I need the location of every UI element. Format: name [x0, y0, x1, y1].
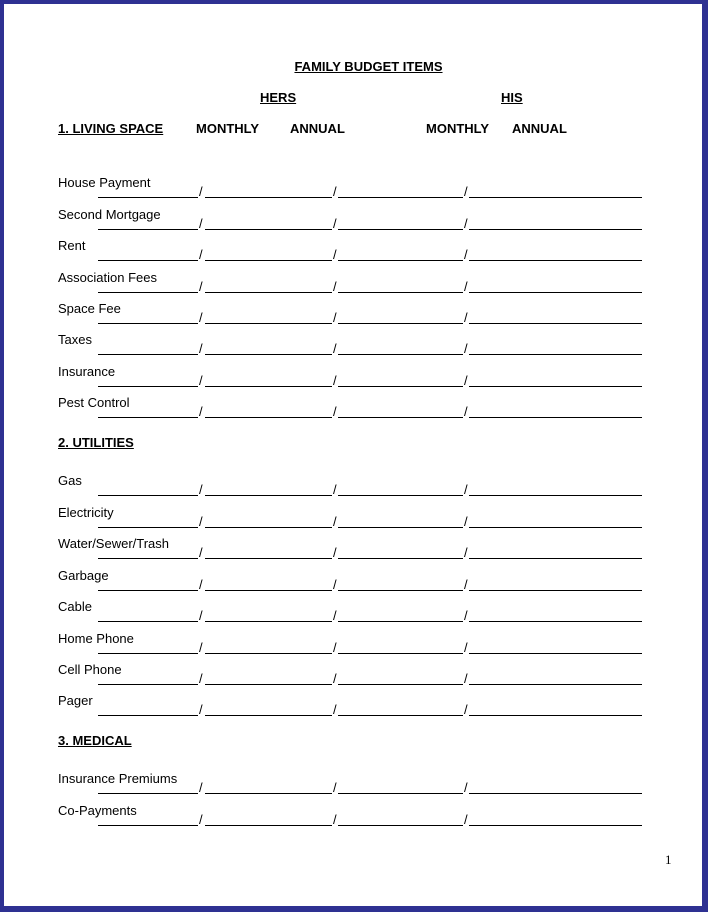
his-annual-field[interactable] [469, 260, 642, 261]
his-annual-field[interactable] [469, 793, 642, 794]
field-separator: / [199, 482, 203, 497]
his-monthly-field[interactable] [338, 417, 463, 418]
his-monthly-header: MONTHLY [426, 121, 490, 136]
hers-header: HERS [260, 90, 297, 105]
his-monthly-field[interactable] [338, 653, 463, 654]
field-separator: / [464, 310, 468, 325]
his-monthly-field[interactable] [338, 715, 463, 716]
field-separator: / [199, 608, 203, 623]
his-annual-field[interactable] [469, 527, 642, 528]
his-monthly-field[interactable] [338, 527, 463, 528]
hers-monthly-header: MONTHLY [196, 121, 260, 136]
field-separator: / [199, 780, 203, 795]
field-separator: / [333, 373, 337, 388]
hers-monthly-field[interactable] [98, 323, 198, 324]
field-separator: / [464, 702, 468, 717]
his-annual-field[interactable] [469, 715, 642, 716]
page-number: 1 [665, 852, 672, 867]
field-separator: / [333, 184, 337, 199]
field-separator: / [333, 216, 337, 231]
his-annual-field[interactable] [469, 825, 642, 826]
field-separator: / [199, 545, 203, 560]
hers-annual-field[interactable] [205, 495, 332, 496]
hers-monthly-field[interactable] [98, 417, 198, 418]
hers-annual-field[interactable] [205, 323, 332, 324]
field-separator: / [333, 310, 337, 325]
field-separator: / [333, 702, 337, 717]
field-separator: / [199, 640, 203, 655]
item-label: Insurance Premiums [58, 771, 178, 786]
hers-annual-field[interactable] [205, 653, 332, 654]
his-monthly-field[interactable] [338, 197, 463, 198]
his-annual-field[interactable] [469, 354, 642, 355]
hers-monthly-field[interactable] [98, 354, 198, 355]
his-monthly-field[interactable] [338, 292, 463, 293]
hers-monthly-field[interactable] [98, 386, 198, 387]
field-separator: / [333, 577, 337, 592]
hers-monthly-field[interactable] [98, 527, 198, 528]
field-separator: / [464, 482, 468, 497]
hers-monthly-field[interactable] [98, 197, 198, 198]
his-monthly-field[interactable] [338, 825, 463, 826]
field-separator: / [464, 404, 468, 419]
field-separator: / [333, 812, 337, 827]
hers-monthly-field[interactable] [98, 715, 198, 716]
item-label: Taxes [58, 332, 92, 347]
hers-annual-field[interactable] [205, 527, 332, 528]
his-annual-field[interactable] [469, 229, 642, 230]
field-separator: / [199, 310, 203, 325]
hers-monthly-field[interactable] [98, 292, 198, 293]
his-monthly-field[interactable] [338, 323, 463, 324]
field-separator: / [199, 671, 203, 686]
hers-annual-field[interactable] [205, 825, 332, 826]
his-monthly-field[interactable] [338, 495, 463, 496]
field-separator: / [199, 247, 203, 262]
field-separator: / [333, 279, 337, 294]
his-annual-field[interactable] [469, 590, 642, 591]
item-label: Cable [58, 599, 92, 614]
section-title-utilities: 2. UTILITIES [58, 435, 134, 450]
his-annual-field[interactable] [469, 197, 642, 198]
hers-monthly-field[interactable] [98, 653, 198, 654]
item-label: Association Fees [58, 270, 157, 285]
hers-annual-field[interactable] [205, 417, 332, 418]
field-separator: / [199, 184, 203, 199]
field-separator: / [333, 608, 337, 623]
hers-annual-field[interactable] [205, 684, 332, 685]
hers-monthly-field[interactable] [98, 495, 198, 496]
his-header: HIS [501, 90, 523, 105]
item-label: Pager [58, 693, 93, 708]
field-separator: / [333, 482, 337, 497]
hers-monthly-field[interactable] [98, 558, 198, 559]
field-separator: / [199, 216, 203, 231]
hers-annual-field[interactable] [205, 354, 332, 355]
document-page [4, 4, 702, 906]
field-separator: / [199, 812, 203, 827]
field-separator: / [464, 640, 468, 655]
his-annual-field[interactable] [469, 558, 642, 559]
item-label: Home Phone [58, 631, 134, 646]
item-label: House Payment [58, 175, 151, 190]
page-title: FAMILY BUDGET ITEMS [294, 59, 443, 74]
his-monthly-field[interactable] [338, 260, 463, 261]
hers-monthly-field[interactable] [98, 684, 198, 685]
item-label: Space Fee [58, 301, 121, 316]
hers-annual-field[interactable] [205, 292, 332, 293]
field-separator: / [199, 373, 203, 388]
field-separator: / [464, 247, 468, 262]
field-separator: / [464, 373, 468, 388]
his-annual-field[interactable] [469, 621, 642, 622]
field-separator: / [464, 279, 468, 294]
field-separator: / [464, 608, 468, 623]
hers-monthly-field[interactable] [98, 260, 198, 261]
his-annual-header: ANNUAL [512, 121, 567, 136]
field-separator: / [464, 216, 468, 231]
hers-annual-field[interactable] [205, 558, 332, 559]
section-title-living-space: 1. LIVING SPACE [58, 121, 164, 136]
hers-annual-field[interactable] [205, 793, 332, 794]
section-title-medical: 3. MEDICAL [58, 733, 132, 748]
his-monthly-field[interactable] [338, 354, 463, 355]
item-label: Co-Payments [58, 803, 137, 818]
hers-monthly-field[interactable] [98, 229, 198, 230]
field-separator: / [199, 404, 203, 419]
item-label: Electricity [58, 505, 114, 520]
field-separator: / [464, 545, 468, 560]
field-separator: / [333, 780, 337, 795]
item-label: Gas [58, 473, 82, 488]
his-annual-field[interactable] [469, 386, 642, 387]
hers-monthly-field[interactable] [98, 793, 198, 794]
his-monthly-field[interactable] [338, 793, 463, 794]
field-separator: / [199, 514, 203, 529]
hers-annual-field[interactable] [205, 715, 332, 716]
hers-monthly-field[interactable] [98, 825, 198, 826]
field-separator: / [464, 671, 468, 686]
field-separator: / [464, 514, 468, 529]
his-monthly-field[interactable] [338, 229, 463, 230]
field-separator: / [333, 514, 337, 529]
his-annual-field[interactable] [469, 653, 642, 654]
field-separator: / [333, 671, 337, 686]
field-separator: / [333, 247, 337, 262]
his-monthly-field[interactable] [338, 621, 463, 622]
hers-annual-field[interactable] [205, 386, 332, 387]
hers-annual-field[interactable] [205, 197, 332, 198]
his-monthly-field[interactable] [338, 558, 463, 559]
field-separator: / [199, 577, 203, 592]
field-separator: / [199, 341, 203, 356]
field-separator: / [333, 640, 337, 655]
his-annual-field[interactable] [469, 495, 642, 496]
his-annual-field[interactable] [469, 684, 642, 685]
field-separator: / [333, 341, 337, 356]
his-monthly-field[interactable] [338, 590, 463, 591]
field-separator: / [464, 577, 468, 592]
field-separator: / [333, 404, 337, 419]
field-separator: / [464, 812, 468, 827]
field-separator: / [464, 780, 468, 795]
item-label: Water/Sewer/Trash [58, 536, 170, 551]
his-monthly-field[interactable] [338, 386, 463, 387]
hers-annual-field[interactable] [205, 260, 332, 261]
item-label: Pest Control [58, 395, 130, 410]
his-annual-field[interactable] [469, 323, 642, 324]
hers-annual-field[interactable] [205, 621, 332, 622]
item-label: Cell Phone [58, 662, 122, 677]
field-separator: / [464, 341, 468, 356]
field-separator: / [199, 702, 203, 717]
item-label: Insurance [58, 364, 116, 379]
hers-monthly-field[interactable] [98, 590, 198, 591]
his-monthly-field[interactable] [338, 684, 463, 685]
his-annual-field[interactable] [469, 417, 642, 418]
his-annual-field[interactable] [469, 292, 642, 293]
item-label: Garbage [58, 568, 109, 583]
item-label: Rent [58, 238, 86, 253]
hers-monthly-field[interactable] [98, 621, 198, 622]
field-separator: / [199, 279, 203, 294]
item-label: Second Mortgage [58, 207, 161, 222]
hers-annual-header: ANNUAL [290, 121, 345, 136]
field-separator: / [333, 545, 337, 560]
hers-annual-field[interactable] [205, 229, 332, 230]
field-separator: / [464, 184, 468, 199]
hers-annual-field[interactable] [205, 590, 332, 591]
